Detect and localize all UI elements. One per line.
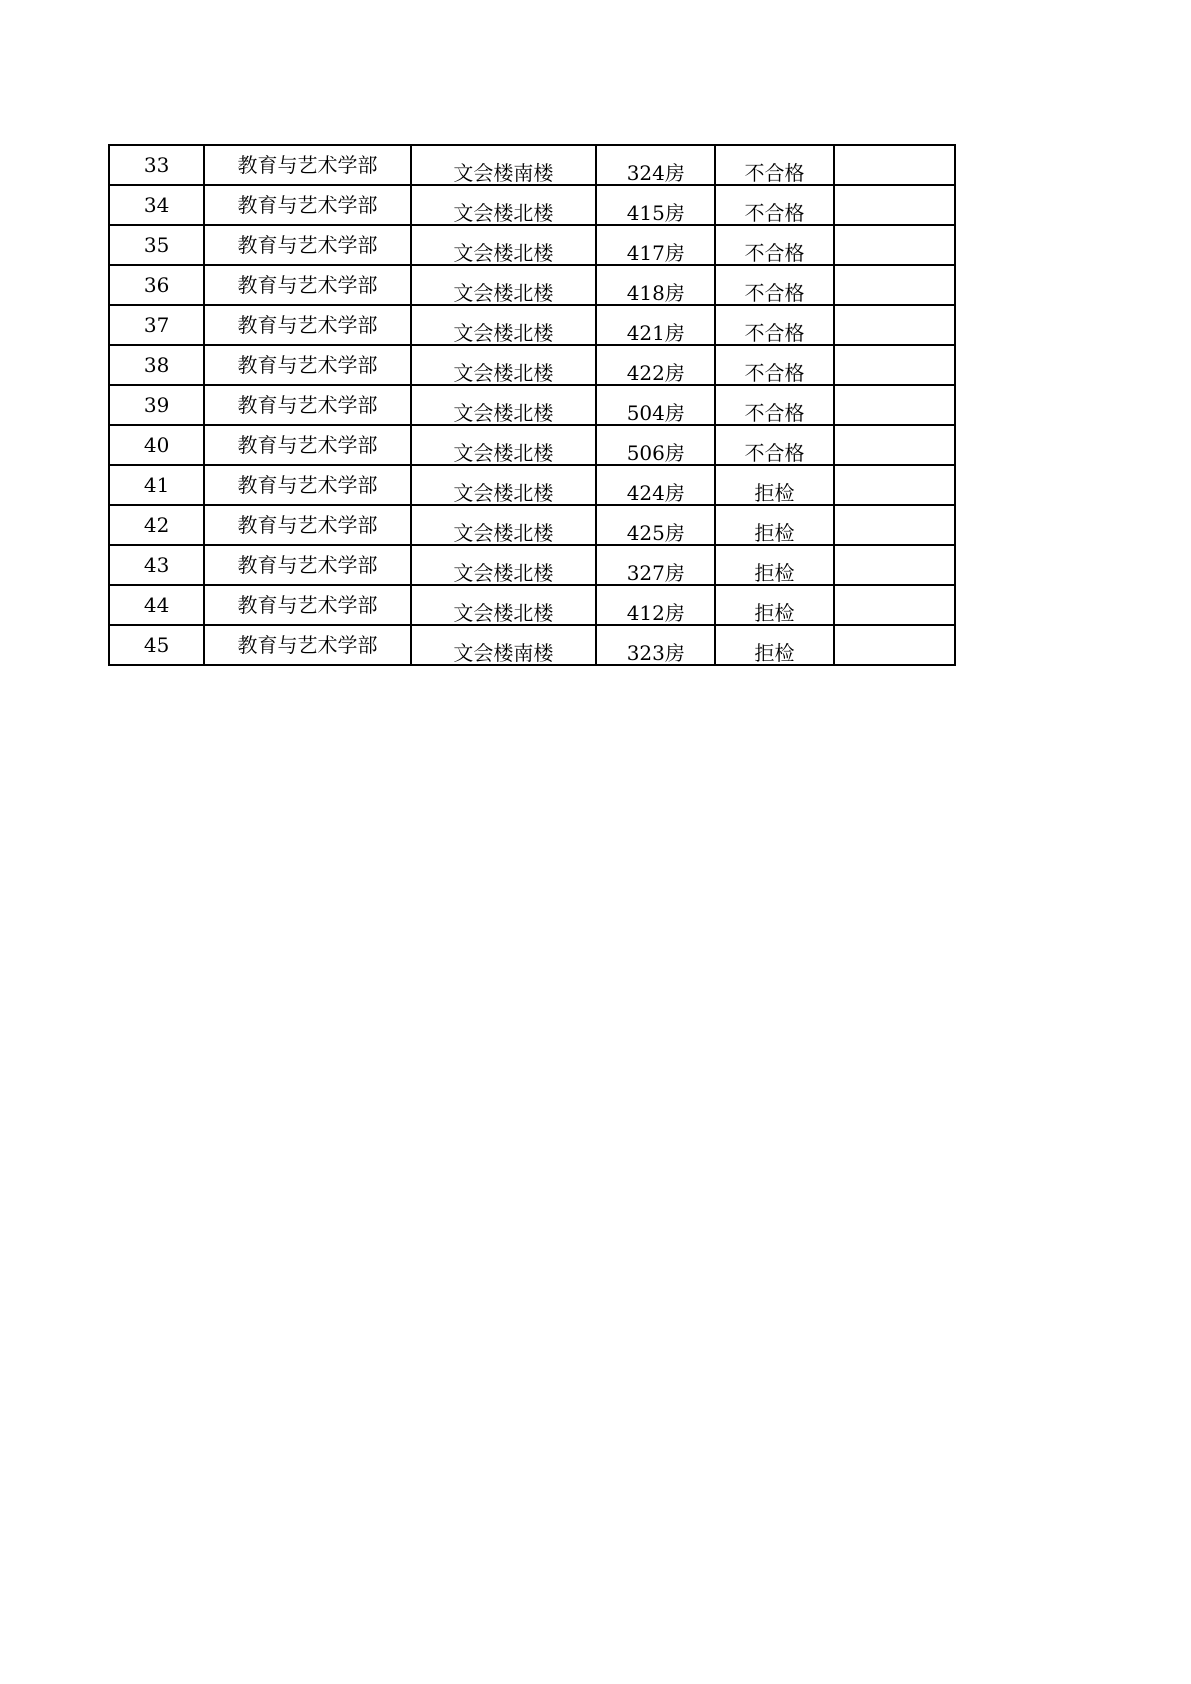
note-cell: [834, 305, 955, 345]
department-cell: 教育与艺术学部: [204, 145, 410, 185]
room-cell: [596, 465, 715, 505]
room-cell: [596, 425, 715, 465]
note-cell: [834, 265, 955, 305]
result-text: 拒检: [754, 641, 795, 665]
table-row: [109, 145, 955, 185]
table-row: [109, 465, 955, 505]
building-cell: [411, 225, 596, 265]
result-text: 不合格: [744, 441, 805, 465]
result-text: 不合格: [744, 161, 805, 185]
result-text: 不合格: [744, 281, 805, 305]
result-cell: [715, 465, 833, 505]
result-cell: [715, 305, 833, 345]
row-number-cell: 37: [109, 305, 204, 345]
building-cell: [411, 545, 596, 585]
note-cell: [834, 185, 955, 225]
room-cell: [596, 145, 715, 185]
table-row: [109, 225, 955, 265]
note-cell: [834, 345, 955, 385]
row-number-cell: 42: [109, 505, 204, 545]
table-body: [109, 145, 955, 665]
table-row: [109, 345, 955, 385]
result-cell: [715, 625, 833, 665]
department-cell: 教育与艺术学部: [204, 465, 410, 505]
row-number-cell: 35: [109, 225, 204, 265]
room-text: 417房: [626, 241, 685, 265]
note-cell: [834, 225, 955, 265]
row-number-cell: 44: [109, 585, 204, 625]
room-text: 504房: [626, 401, 685, 425]
room-cell: [596, 585, 715, 625]
building-text: 文会楼北楼: [453, 201, 554, 225]
result-text: 不合格: [744, 321, 805, 345]
table-row: [109, 425, 955, 465]
table-row: [109, 545, 955, 585]
result-text: 不合格: [744, 401, 805, 425]
result-text: 拒检: [754, 521, 795, 545]
note-cell: [834, 585, 955, 625]
result-text: 拒检: [754, 481, 795, 505]
room-cell: [596, 625, 715, 665]
row-number-cell: 43: [109, 545, 204, 585]
room-text: 324房: [626, 161, 685, 185]
building-text: 文会楼北楼: [453, 281, 554, 305]
row-number-cell: 38: [109, 345, 204, 385]
room-cell: [596, 505, 715, 545]
building-cell: [411, 585, 596, 625]
building-cell: [411, 305, 596, 345]
note-cell: [834, 505, 955, 545]
department-cell: 教育与艺术学部: [204, 625, 410, 665]
table-row: [109, 625, 955, 665]
room-text: 425房: [626, 521, 685, 545]
room-text: 412房: [626, 601, 685, 625]
building-text: 文会楼北楼: [453, 361, 554, 385]
room-text: 418房: [626, 281, 685, 305]
building-text: 文会楼南楼: [453, 161, 554, 185]
note-cell: [834, 425, 955, 465]
result-cell: [715, 265, 833, 305]
row-number-cell: 45: [109, 625, 204, 665]
room-cell: [596, 225, 715, 265]
result-cell: [715, 585, 833, 625]
row-number-cell: 33: [109, 145, 204, 185]
result-cell: [715, 545, 833, 585]
building-text: 文会楼北楼: [453, 401, 554, 425]
room-cell: [596, 545, 715, 585]
result-cell: [715, 425, 833, 465]
department-cell: 教育与艺术学部: [204, 345, 410, 385]
room-text: 327房: [626, 561, 685, 585]
building-cell: [411, 465, 596, 505]
table-row: [109, 305, 955, 345]
building-text: 文会楼北楼: [453, 561, 554, 585]
building-cell: [411, 425, 596, 465]
department-cell: 教育与艺术学部: [204, 305, 410, 345]
table-row: [109, 505, 955, 545]
building-cell: [411, 385, 596, 425]
building-cell: [411, 265, 596, 305]
room-cell: [596, 345, 715, 385]
row-number-cell: 34: [109, 185, 204, 225]
room-cell: [596, 185, 715, 225]
result-text: 拒检: [754, 601, 795, 625]
department-cell: 教育与艺术学部: [204, 585, 410, 625]
department-cell: 教育与艺术学部: [204, 265, 410, 305]
note-cell: [834, 385, 955, 425]
room-text: 422房: [626, 361, 685, 385]
department-cell: 教育与艺术学部: [204, 185, 410, 225]
note-cell: [834, 145, 955, 185]
room-text: 415房: [626, 201, 685, 225]
result-cell: [715, 345, 833, 385]
room-text: 506房: [626, 441, 685, 465]
note-cell: [834, 545, 955, 585]
result-text: 不合格: [744, 201, 805, 225]
building-text: 文会楼北楼: [453, 321, 554, 345]
room-cell: [596, 305, 715, 345]
department-cell: 教育与艺术学部: [204, 225, 410, 265]
result-cell: [715, 145, 833, 185]
row-number-cell: 36: [109, 265, 204, 305]
inspection-table: [108, 144, 956, 666]
department-cell: 教育与艺术学部: [204, 545, 410, 585]
result-cell: [715, 505, 833, 545]
building-text: 文会楼北楼: [453, 481, 554, 505]
note-cell: [834, 465, 955, 505]
building-text: 文会楼南楼: [453, 641, 554, 665]
department-cell: 教育与艺术学部: [204, 425, 410, 465]
result-cell: [715, 225, 833, 265]
row-number-cell: 40: [109, 425, 204, 465]
department-cell: 教育与艺术学部: [204, 385, 410, 425]
result-text: 拒检: [754, 561, 795, 585]
room-text: 424房: [626, 481, 685, 505]
building-text: 文会楼北楼: [453, 241, 554, 265]
room-cell: [596, 385, 715, 425]
building-text: 文会楼北楼: [453, 521, 554, 545]
building-cell: [411, 505, 596, 545]
room-text: 323房: [626, 641, 685, 665]
table-row: [109, 265, 955, 305]
department-cell: 教育与艺术学部: [204, 505, 410, 545]
building-cell: [411, 185, 596, 225]
table-row: [109, 185, 955, 225]
result-cell: [715, 185, 833, 225]
building-cell: [411, 345, 596, 385]
result-text: 不合格: [744, 361, 805, 385]
row-number-cell: 39: [109, 385, 204, 425]
result-text: 不合格: [744, 241, 805, 265]
building-text: 文会楼北楼: [453, 601, 554, 625]
note-cell: [834, 625, 955, 665]
row-number-cell: 41: [109, 465, 204, 505]
building-cell: [411, 625, 596, 665]
building-text: 文会楼北楼: [453, 441, 554, 465]
table-row: [109, 585, 955, 625]
result-cell: [715, 385, 833, 425]
table-row: [109, 385, 955, 425]
room-text: 421房: [626, 321, 685, 345]
building-cell: [411, 145, 596, 185]
room-cell: [596, 265, 715, 305]
